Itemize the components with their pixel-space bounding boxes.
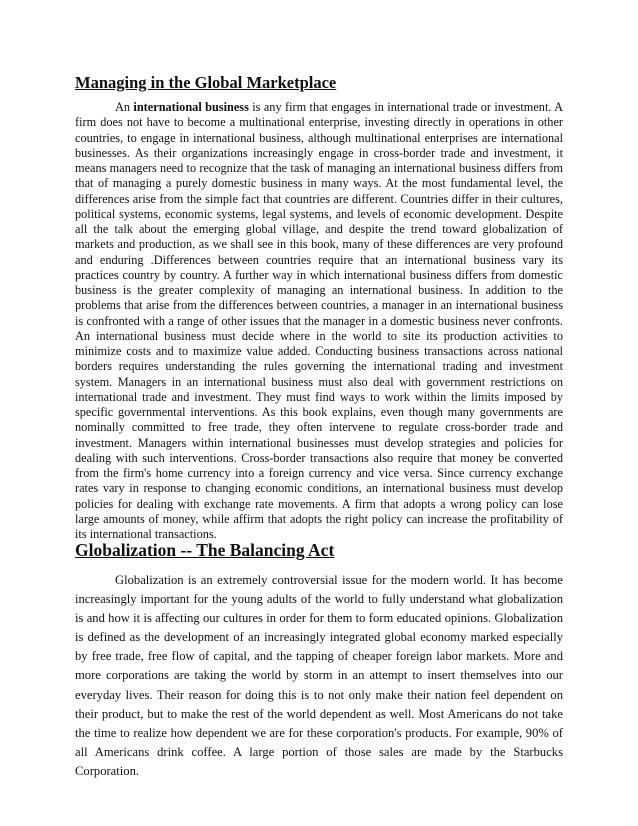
section-managing-global-marketplace <box>75 72 563 542</box>
section-heading: Managing in the Global Marketplace <box>75 73 337 92</box>
section-paragraph <box>75 100 563 542</box>
paragraph-body: is any firm that engages in international trade or investment. A firm does not have to become a multinational enterprise, investing directly in operations in other countries, to engage in international business, although multinational enterprises are international businesses. As their organizations increasingly engage in cross-border trade and investment, it means managers need to recognize that the task of managing an international business differs from that of managing a purely domestic business in many ways. At the most fundamental level, the differences arise from the simple fact that countries are different. Countries differ in their cultures, political systems, economic systems, legal systems, and levels of economic development. Despite all the talk about the emerging global village, and despite the trend toward globalization of markets and production, as we shall see in this book, many of these differences are very profound and enduring .Differences between countries require that an international business vary its practices country by country. A further way in which international business differs from domestic business is the greater complexity of managing an international business. In addition to the problems that arise from the differences between countries, a manager in an international business is confronted with a range of other issues that the manager in a domestic business never confronts. An international business must decide where in the world to site its production activities to minimize costs and to maximize value added. Conducting business transactions across national borders requires understanding the rules governing the international trading and investment system. Managers in an international business must also deal with government restrictions on international trade and investment. They must find ways to work within the limits imposed by specific governmental interventions. As this book explains, even though many governments are nominally committed to free trade, they often intervene to regulate cross-border trade and investment. Managers within international businesses must develop strategies and policies for dealing with such interventions. Cross-border transactions also require that money be converted from the firm's home currency into a foreign currency and vice versa. Since currency exchange rates vary in response to changing economic conditions, an international business must develop policies for dealing with exchange rate movements. A firm that adopts a wrong policy can lose large amounts of money, while affirm that adopts the right policy can increase the profitability of its international transactions. <box>75 100 564 541</box>
section-heading: Globalization -- The Balancing Act <box>75 540 335 560</box>
section-globalization-balancing-act <box>75 538 563 781</box>
key-term: international business <box>133 100 249 114</box>
section-paragraph: Globalization is an extremely controversial issue for the modern world. It has become increasingly important for the young adults of the world to fully understand what globalization is and how it is affecting our cultures in order for them to form educated opinions. Globalization is defined as the development of an increasingly integrated global economy marked especially by free trade, free flow of capital, and the tapping of cheaper foreign labor markets. More and more corporations are taking the world by storm in an attempt to insert themselves into our everyday lives. Their reason for doing this is to not only make their nation feel dependent on their product, but to make the rest of the world dependent as well. Most Americans do not take the time to realize how dependent we are for these corporation's products. For example, 90% of all Americans drink coffee. A large portion of those sales are made by the Starbucks Corporation. <box>75 573 563 778</box>
paragraph-intro: An <box>115 100 131 114</box>
